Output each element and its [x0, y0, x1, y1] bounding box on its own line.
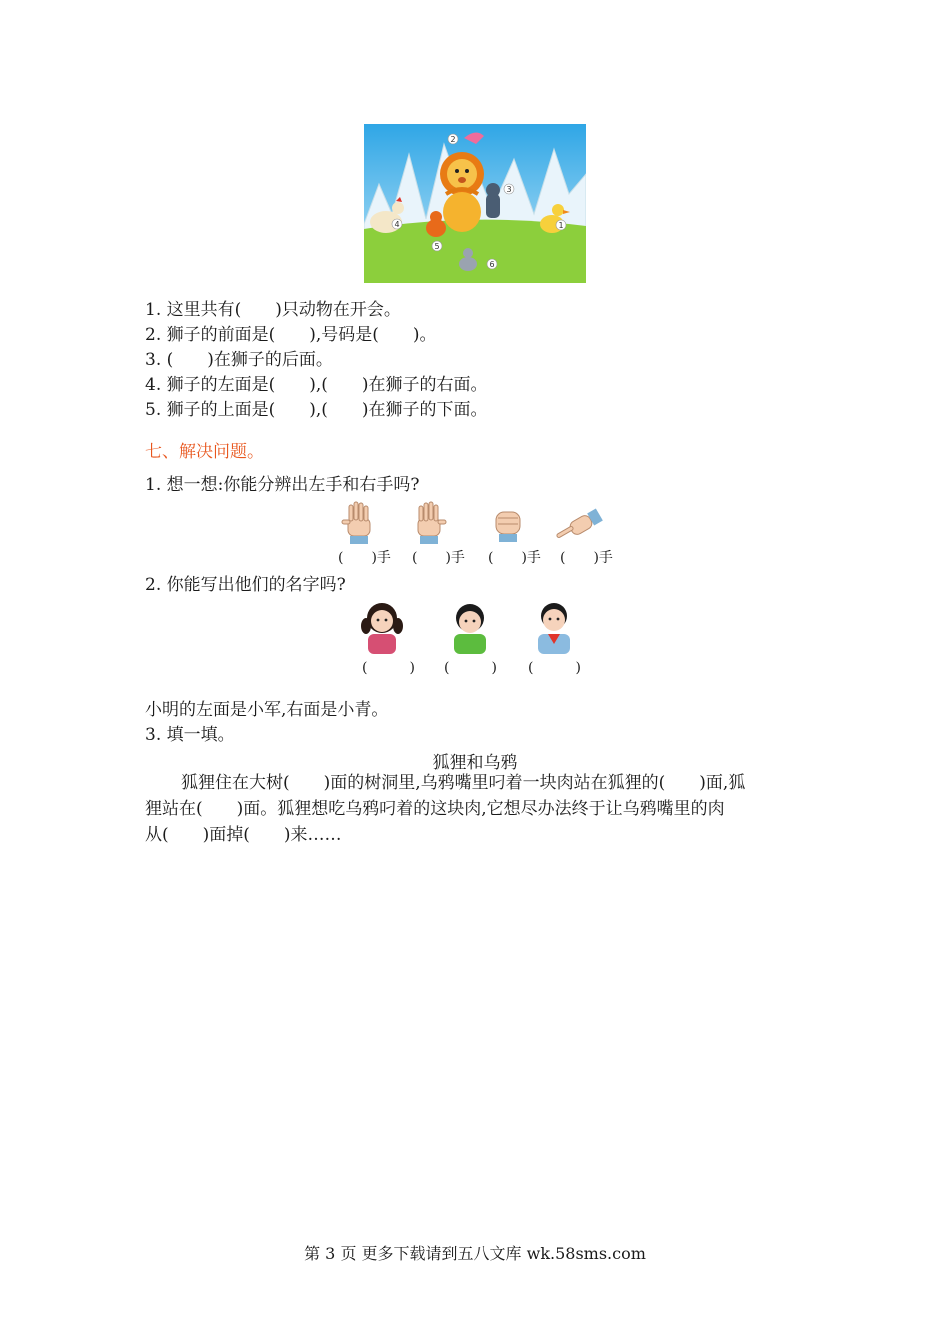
- story-line-1: 狐狸住在大树( )面的树洞里,乌鸦嘴里叼着一块肉站在狐狸的( )面,狐: [181, 773, 746, 793]
- story-line-2: 狸站在( )面。狐狸想吃乌鸦叼着的这块肉,它想尽办法终于让乌鸦嘴里的肉: [145, 799, 725, 819]
- kid-label-2: ( ): [444, 660, 497, 676]
- question-5: 5. 狮子的上面是( ),( )在狮子的下面。: [145, 400, 488, 420]
- hands-illustration: [338, 500, 628, 546]
- animal-meeting-illustration: [364, 124, 586, 283]
- story-title: 狐狸和乌鸦: [432, 753, 518, 773]
- problem-2: 2. 你能写出他们的名字吗?: [145, 575, 346, 595]
- story-line-3: 从( )面掉( )来……: [145, 825, 342, 845]
- hand-label-4: ( )手: [560, 550, 613, 566]
- scene-label-6: 6: [489, 260, 495, 269]
- scene-label-4: 4: [394, 220, 400, 229]
- page-footer: 第 3 页 更多下载请到五八文库 wk.58sms.com: [304, 1244, 646, 1263]
- hand-label-3: ( )手: [488, 550, 541, 566]
- lion: [440, 152, 484, 232]
- hand-label-2: ( )手: [412, 550, 465, 566]
- hand-label-1: ( )手: [338, 550, 391, 566]
- question-4: 4. 狮子的左面是( ),( )在狮子的右面。: [145, 375, 488, 395]
- children-illustration: [352, 598, 592, 654]
- hint-text: 小明的左面是小军,右面是小青。: [145, 700, 389, 720]
- section-heading: 七、解决问题。: [145, 442, 264, 462]
- question-2: 2. 狮子的前面是( ),号码是( )。: [145, 325, 437, 345]
- problem-3: 3. 填一填。: [145, 725, 235, 745]
- problem-1: 1. 想一想:你能分辨出左手和右手吗?: [145, 475, 420, 495]
- scene-label-3: 3: [506, 185, 512, 194]
- question-1: 1. 这里共有( )只动物在开会。: [145, 300, 401, 320]
- scene-label-5: 5: [434, 242, 440, 251]
- question-3: 3. ( )在狮子的后面。: [145, 350, 333, 370]
- scene-label-1: 1: [558, 221, 564, 230]
- scene-label-2: 2: [450, 135, 456, 144]
- kid-label-3: ( ): [528, 660, 581, 676]
- kid-label-1: ( ): [362, 660, 415, 676]
